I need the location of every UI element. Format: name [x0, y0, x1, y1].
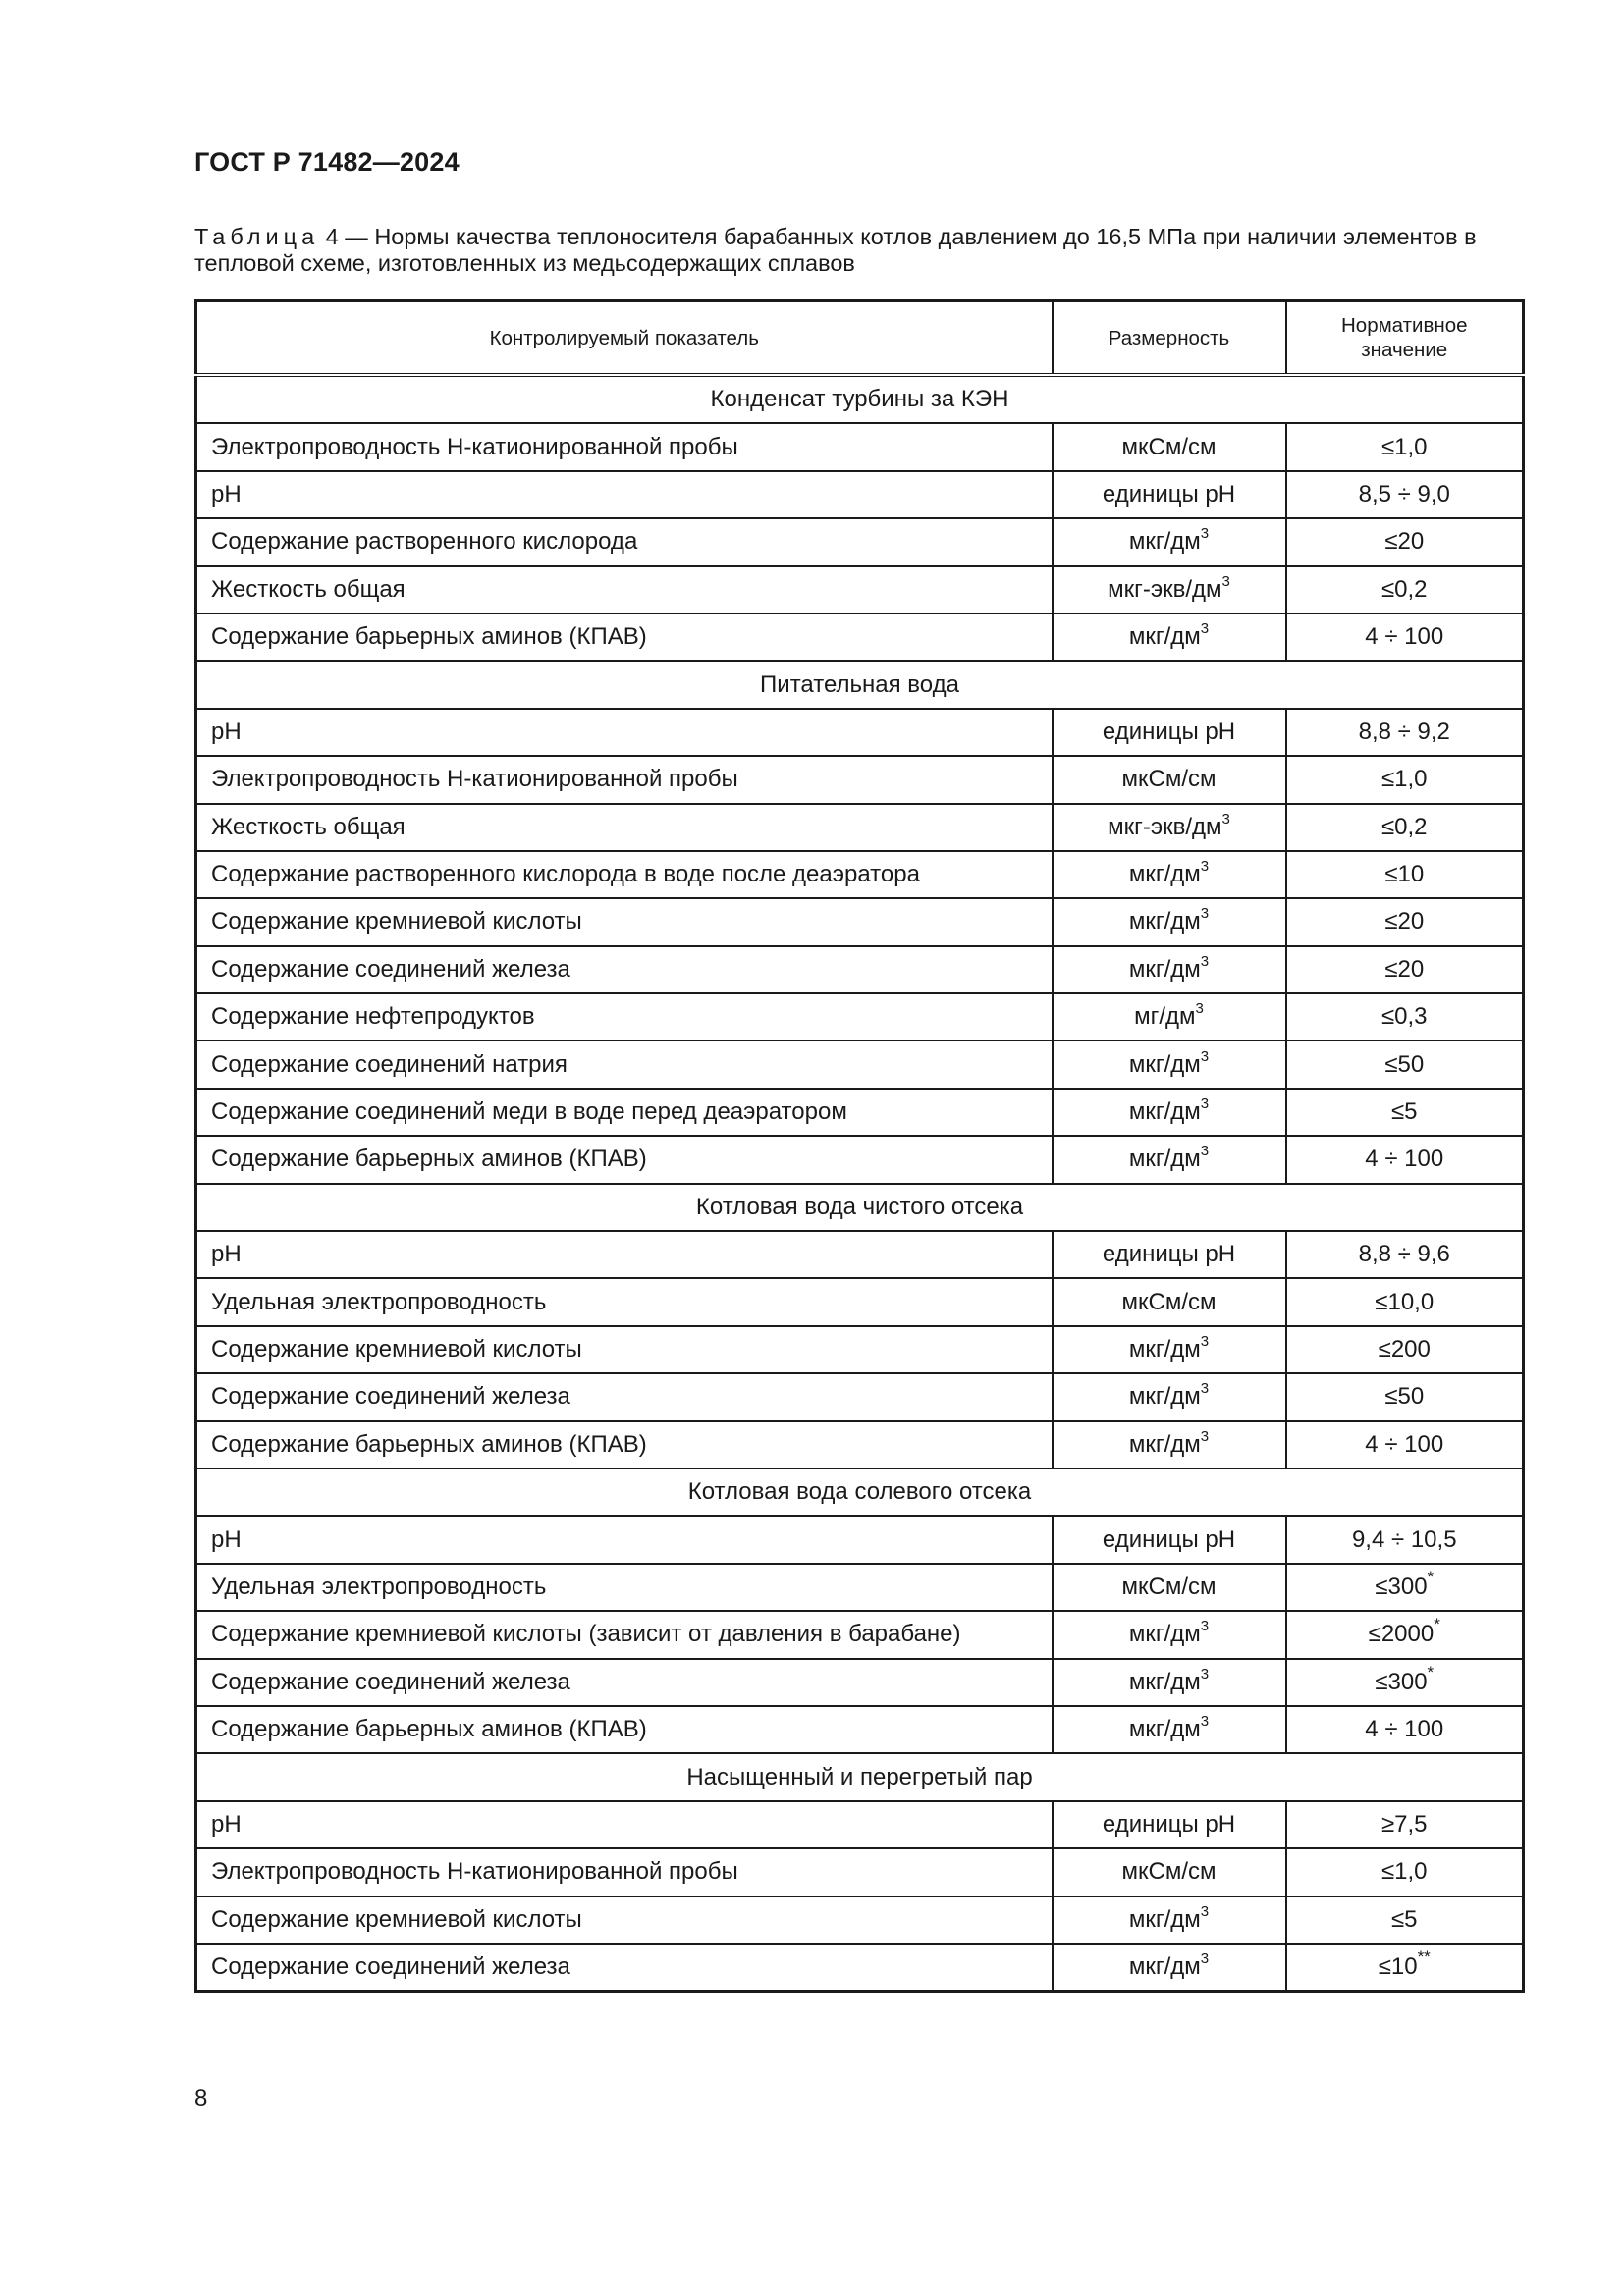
section-title: Питательная вода [196, 661, 1524, 708]
value-cell [1286, 1136, 1524, 1183]
value-text: 8,8 ÷ 9,2 [1358, 718, 1450, 745]
value-text: ≤20 [1384, 908, 1425, 935]
value-cell [1286, 804, 1524, 851]
unit-superscript: 3 [1200, 1333, 1210, 1350]
value-text: 4 ÷ 100 [1365, 623, 1444, 651]
value-text: ≤0,2 [1380, 813, 1428, 840]
footnote-marker: ** [1417, 1948, 1431, 1967]
value-text: ≤10 [1384, 861, 1425, 888]
table-row [196, 1278, 1524, 1325]
header-value-line1: Нормативное [1340, 314, 1468, 337]
table-row [196, 898, 1524, 945]
table-caption-label: Таблица [194, 224, 320, 249]
unit-text: мкг/дм [1128, 1668, 1201, 1695]
table-row [196, 1659, 1524, 1706]
parameter-cell: Содержание соединений железа [196, 1373, 1053, 1420]
table-row [196, 1564, 1524, 1611]
value-text: ≤5 [1390, 1905, 1418, 1933]
section-title: Котловая вода солевого отсека [196, 1468, 1524, 1516]
unit-superscript: 3 [1200, 1902, 1210, 1920]
unit-text: единицы pH [1102, 1810, 1236, 1838]
value-text: 4 ÷ 100 [1365, 1430, 1444, 1458]
table-row [196, 1801, 1524, 1848]
value-text: ≤50 [1384, 1383, 1425, 1411]
unit-text: мкг/дм [1128, 1050, 1201, 1078]
table-row [196, 851, 1524, 898]
unit-cell [1053, 756, 1286, 803]
unit-superscript: 3 [1200, 858, 1210, 876]
parameter-cell: Содержание барьерных аминов (КПАВ) [196, 1706, 1053, 1753]
unit-text: мкСм/см [1121, 433, 1217, 460]
value-text: ≤50 [1384, 1050, 1425, 1078]
section-row [196, 661, 1524, 708]
value-cell [1286, 1041, 1524, 1088]
value-text: ≤300 [1375, 1573, 1428, 1600]
table-row [196, 1231, 1524, 1278]
parameter-cell: Содержание кремниевой кислоты [196, 1896, 1053, 1944]
value-cell [1286, 1801, 1524, 1848]
section-title: Котловая вода чистого отсека [196, 1184, 1524, 1231]
table-row [196, 1611, 1524, 1658]
section-row [196, 1184, 1524, 1231]
parameter-cell: Жесткость общая [196, 566, 1053, 614]
parameter-cell: Содержание соединений железа [196, 1659, 1053, 1706]
table-row [196, 1896, 1524, 1944]
value-cell [1286, 614, 1524, 661]
table-row [196, 1373, 1524, 1420]
footnote-marker: * [1427, 1662, 1435, 1682]
table-row [196, 471, 1524, 518]
unit-cell [1053, 1421, 1286, 1468]
parameter-cell: pH [196, 471, 1053, 518]
table-row [196, 993, 1524, 1041]
unit-cell [1053, 1326, 1286, 1373]
value-cell [1286, 471, 1524, 518]
unit-superscript: 3 [1195, 1000, 1204, 1018]
unit-superscript: 3 [1221, 572, 1230, 590]
table-row [196, 423, 1524, 470]
value-text: ≤1,0 [1380, 766, 1428, 793]
value-cell [1286, 423, 1524, 470]
value-text: ≤10 [1378, 1953, 1418, 1981]
unit-text: мкг/дм [1128, 1098, 1201, 1126]
value-cell [1286, 1848, 1524, 1896]
value-cell [1286, 518, 1524, 565]
value-cell [1286, 756, 1524, 803]
unit-text: мкг/дм [1128, 1621, 1201, 1648]
value-text: ≤2000 [1368, 1621, 1435, 1648]
unit-superscript: 3 [1200, 525, 1210, 543]
unit-superscript: 3 [1200, 952, 1210, 970]
table-row [196, 1136, 1524, 1183]
parameter-cell: pH [196, 1516, 1053, 1563]
parameter-cell: Содержание соединений натрия [196, 1041, 1053, 1088]
value-cell [1286, 1373, 1524, 1420]
parameter-cell: Удельная электропроводность [196, 1564, 1053, 1611]
table-row [196, 1516, 1524, 1563]
unit-cell [1053, 898, 1286, 945]
value-text: ≤0,2 [1380, 575, 1428, 603]
unit-superscript: 3 [1200, 1665, 1210, 1682]
value-cell [1286, 1278, 1524, 1325]
value-text: 8,8 ÷ 9,6 [1358, 1241, 1450, 1268]
unit-cell [1053, 946, 1286, 993]
table-row [196, 804, 1524, 851]
unit-cell [1053, 1611, 1286, 1658]
unit-cell [1053, 518, 1286, 565]
unit-text: единицы pH [1102, 1525, 1236, 1553]
footnote-marker: * [1427, 1567, 1435, 1586]
value-text: 9,4 ÷ 10,5 [1351, 1525, 1457, 1553]
unit-cell [1053, 804, 1286, 851]
value-cell [1286, 946, 1524, 993]
unit-cell [1053, 1848, 1286, 1896]
value-text: 4 ÷ 100 [1365, 1146, 1444, 1173]
parameter-cell: pH [196, 1231, 1053, 1278]
table-row [196, 756, 1524, 803]
unit-text: мкг-экв/дм [1108, 813, 1222, 840]
unit-text: мкСм/см [1121, 1288, 1217, 1315]
value-cell [1286, 566, 1524, 614]
unit-cell [1053, 1801, 1286, 1848]
table-row [196, 1944, 1524, 1992]
table-caption-text: 4 — Нормы качества теплоносителя барабанных котлов давлением до 16,5 МПа при наличии элементов в тепловой схеме, изготовленных из медьсодержащих сплавов [194, 224, 1477, 276]
section-title: Насыщенный и перегретый пар [196, 1753, 1524, 1800]
section-row [196, 1468, 1524, 1516]
unit-cell [1053, 1516, 1286, 1563]
unit-text: единицы pH [1102, 1241, 1236, 1268]
table-row [196, 946, 1524, 993]
value-cell [1286, 898, 1524, 945]
value-text: ≤10,0 [1375, 1288, 1435, 1315]
unit-superscript: 3 [1200, 905, 1210, 923]
table-row [196, 1326, 1524, 1373]
parameter-cell: Содержание барьерных аминов (КПАВ) [196, 1421, 1053, 1468]
value-text: ≤5 [1390, 1098, 1418, 1126]
value-text: 8,5 ÷ 9,0 [1358, 480, 1450, 507]
unit-text: мкг/дм [1128, 1146, 1201, 1173]
value-text: ≤300 [1375, 1668, 1428, 1695]
value-text: ≤20 [1384, 955, 1425, 983]
unit-text: мкг/дм [1128, 623, 1201, 651]
unit-cell [1053, 1089, 1286, 1136]
unit-superscript: 3 [1200, 1950, 1210, 1968]
unit-text: мкг-экв/дм [1108, 575, 1222, 603]
parameter-cell: Содержание барьерных аминов (КПАВ) [196, 614, 1053, 661]
parameter-cell: Содержание кремниевой кислоты [196, 1326, 1053, 1373]
unit-text: мкг/дм [1128, 1953, 1201, 1981]
unit-text: мкг/дм [1128, 1336, 1201, 1362]
parameter-cell: Электропроводность Н-катионированной пробы [196, 756, 1053, 803]
section-row [196, 375, 1524, 423]
quality-norms-table [194, 299, 1525, 1993]
table-row [196, 1421, 1524, 1468]
value-cell [1286, 1944, 1524, 1992]
unit-text: мкг/дм [1128, 1716, 1201, 1743]
unit-superscript: 3 [1200, 1047, 1210, 1065]
unit-superscript: 3 [1221, 810, 1230, 828]
value-text: ≤0,3 [1380, 1003, 1428, 1031]
unit-cell [1053, 1944, 1286, 1992]
header-value-line2: значение [1361, 339, 1448, 361]
unit-cell [1053, 1041, 1286, 1088]
unit-cell [1053, 1706, 1286, 1753]
table-row [196, 614, 1524, 661]
unit-cell [1053, 993, 1286, 1041]
parameter-cell: Содержание кремниевой кислоты (зависит от давления в барабане) [196, 1611, 1053, 1658]
value-cell [1286, 851, 1524, 898]
unit-text: мкСм/см [1121, 766, 1217, 793]
unit-cell [1053, 709, 1286, 756]
value-cell [1286, 1896, 1524, 1944]
table-row [196, 1706, 1524, 1753]
unit-text: мг/дм [1134, 1003, 1196, 1031]
unit-superscript: 3 [1200, 1713, 1210, 1731]
unit-superscript: 3 [1200, 1427, 1210, 1445]
unit-cell [1053, 1373, 1286, 1420]
unit-superscript: 3 [1200, 1143, 1210, 1160]
header-value [1286, 301, 1524, 376]
unit-text: мкСм/см [1121, 1858, 1217, 1886]
parameter-cell: Содержание растворенного кислорода в воде после деаэратора [196, 851, 1053, 898]
unit-text: мкСм/см [1121, 1573, 1217, 1600]
table-header-row [196, 301, 1524, 376]
value-cell [1286, 1706, 1524, 1753]
unit-cell [1053, 1896, 1286, 1944]
value-cell [1286, 993, 1524, 1041]
unit-superscript: 3 [1200, 1618, 1210, 1635]
unit-superscript: 3 [1200, 1095, 1210, 1113]
parameter-cell: pH [196, 1801, 1053, 1848]
table-body [196, 375, 1524, 1992]
unit-cell [1053, 423, 1286, 470]
unit-cell [1053, 1278, 1286, 1325]
unit-text: единицы pH [1102, 718, 1236, 745]
value-text: ≤1,0 [1380, 433, 1428, 460]
value-text: ≤20 [1384, 528, 1425, 556]
section-title: Конденсат турбины за КЭН [196, 375, 1524, 423]
table-row [196, 518, 1524, 565]
table-caption [194, 224, 1522, 277]
unit-text: мкг/дм [1128, 528, 1201, 556]
table-row [196, 1041, 1524, 1088]
unit-text: мкг/дм [1128, 861, 1201, 888]
value-text: ≤1,0 [1380, 1858, 1428, 1886]
parameter-cell: Содержание нефтепродуктов [196, 993, 1053, 1041]
header-unit: Размерность [1053, 301, 1286, 376]
value-cell [1286, 1659, 1524, 1706]
unit-cell [1053, 471, 1286, 518]
parameter-cell: Содержание соединений железа [196, 946, 1053, 993]
unit-cell [1053, 1136, 1286, 1183]
page-number: 8 [194, 2085, 208, 2111]
parameter-cell: Содержание соединений железа [196, 1944, 1053, 1992]
value-cell [1286, 1421, 1524, 1468]
parameter-cell: Содержание соединений меди в воде перед деаэратором [196, 1089, 1053, 1136]
value-cell [1286, 1089, 1524, 1136]
unit-cell [1053, 566, 1286, 614]
document-code: ГОСТ Р 71482—2024 [194, 147, 460, 177]
unit-cell [1053, 851, 1286, 898]
parameter-cell: Удельная электропроводность [196, 1278, 1053, 1325]
table-row [196, 566, 1524, 614]
unit-text: мкг/дм [1128, 1905, 1201, 1933]
parameter-cell: Электропроводность Н-катионированной пробы [196, 1848, 1053, 1896]
unit-text: мкг/дм [1128, 908, 1201, 935]
unit-cell [1053, 1564, 1286, 1611]
unit-cell [1053, 1231, 1286, 1278]
unit-text: мкг/дм [1128, 1430, 1201, 1458]
unit-superscript: 3 [1200, 620, 1210, 638]
value-cell [1286, 1564, 1524, 1611]
table-row [196, 1089, 1524, 1136]
value-cell [1286, 1516, 1524, 1563]
unit-text: единицы pH [1102, 480, 1236, 507]
parameter-cell: Электропроводность Н-катионированной пробы [196, 423, 1053, 470]
table-row [196, 709, 1524, 756]
value-cell [1286, 1611, 1524, 1658]
value-text: ≤200 [1378, 1336, 1431, 1362]
unit-cell [1053, 614, 1286, 661]
header-parameter: Контролируемый показатель [196, 301, 1053, 376]
parameter-cell: Содержание растворенного кислорода [196, 518, 1053, 565]
value-cell [1286, 709, 1524, 756]
parameter-cell: Содержание кремниевой кислоты [196, 898, 1053, 945]
unit-text: мкг/дм [1128, 1383, 1201, 1411]
value-text: ≥7,5 [1380, 1810, 1428, 1838]
unit-superscript: 3 [1200, 1380, 1210, 1398]
unit-text: мкг/дм [1128, 955, 1201, 983]
table-row [196, 1848, 1524, 1896]
value-cell [1286, 1231, 1524, 1278]
unit-cell [1053, 1659, 1286, 1706]
parameter-cell: pH [196, 709, 1053, 756]
section-row [196, 1753, 1524, 1800]
parameter-cell: Содержание барьерных аминов (КПАВ) [196, 1136, 1053, 1183]
footnote-marker: * [1434, 1615, 1440, 1634]
value-text: 4 ÷ 100 [1365, 1716, 1444, 1743]
value-cell [1286, 1326, 1524, 1373]
parameter-cell: Жесткость общая [196, 804, 1053, 851]
